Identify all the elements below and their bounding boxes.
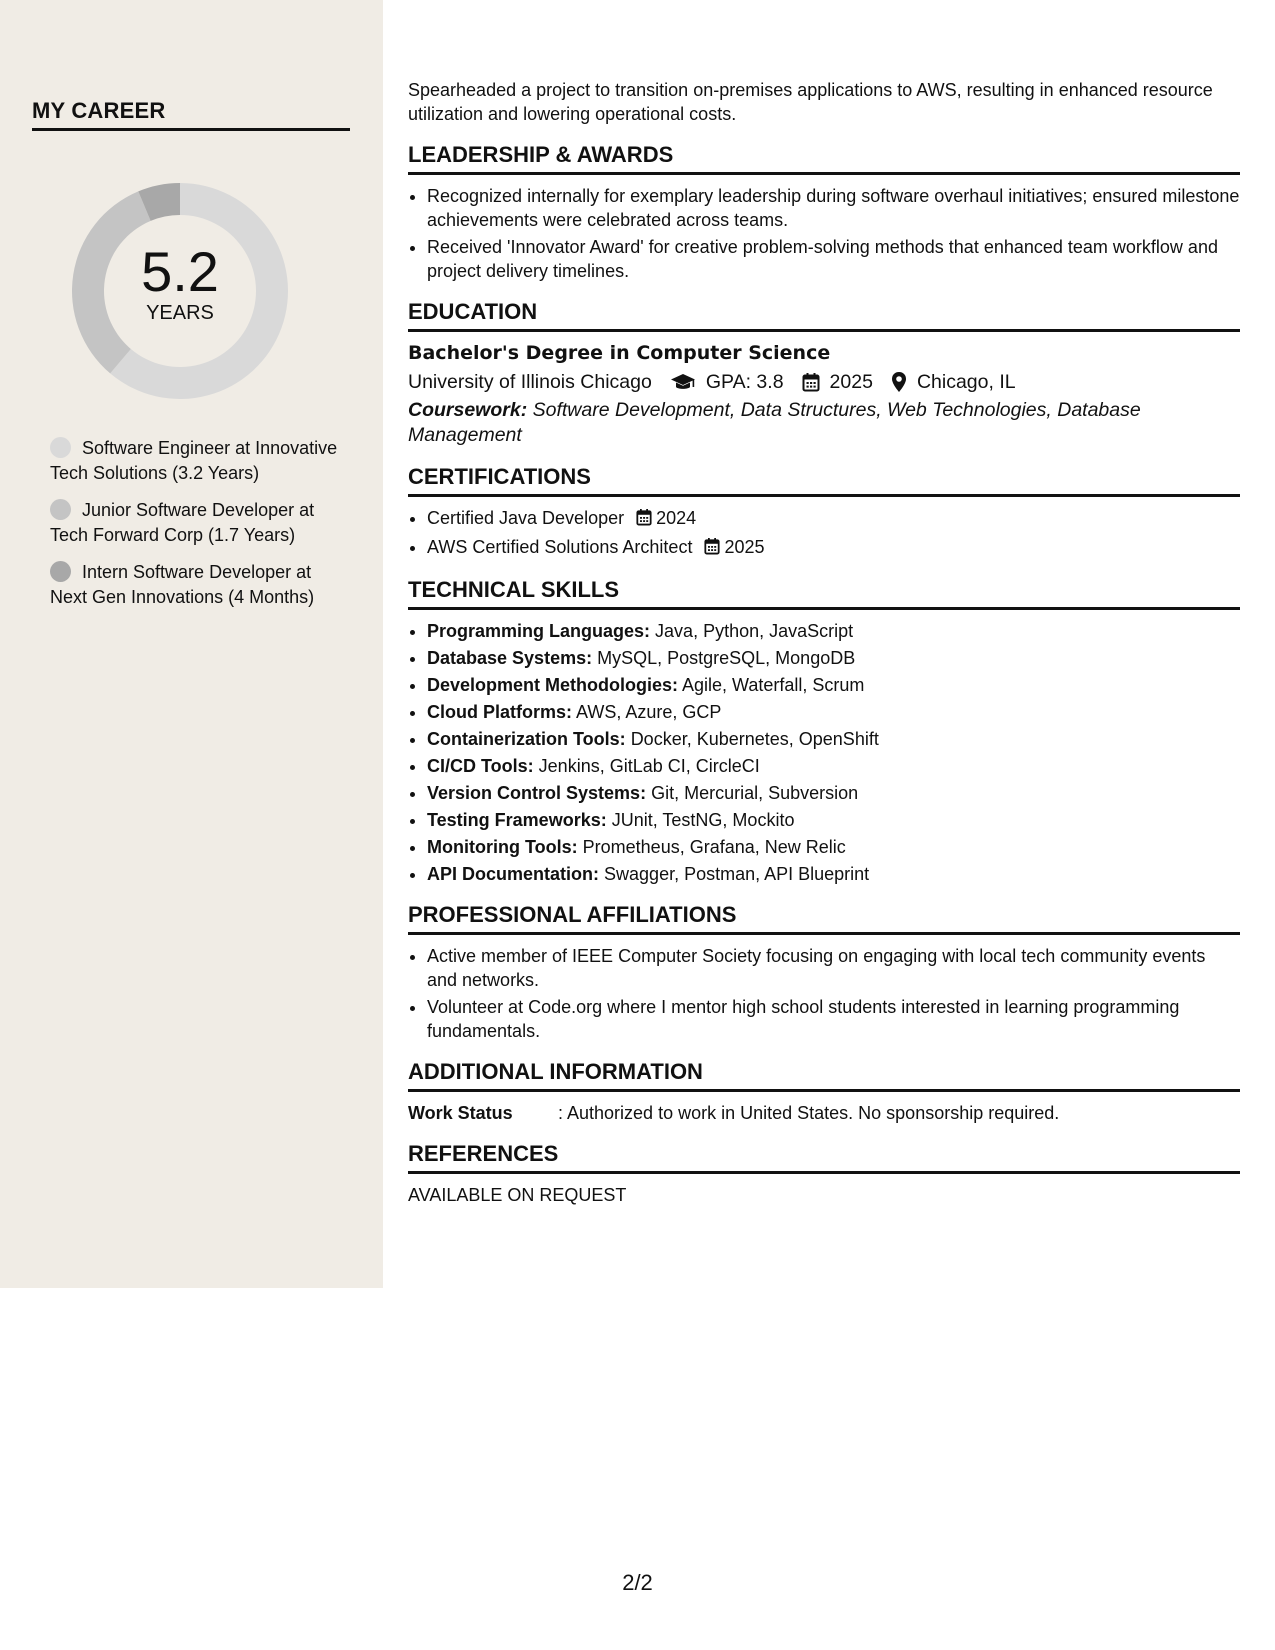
skill-item xyxy=(427,727,1240,751)
skill-item xyxy=(427,808,1240,832)
skills-list xyxy=(408,619,1240,886)
degree-title: Bachelor's Degree in Computer Science xyxy=(408,342,831,364)
skill-value: Git, Mercurial, Subversion xyxy=(651,783,859,803)
skill-label: Cloud Platforms: xyxy=(427,702,573,722)
skill-label: Programming Languages: xyxy=(427,621,651,641)
career-legend-item xyxy=(50,436,340,486)
gpa-text: GPA: 3.8 xyxy=(705,371,784,393)
skill-item xyxy=(427,862,1240,886)
experience-continuation-text: Spearheaded a project to transition on-premises applications to AWS, resulting in enhanced resource utilization and lowering operational costs. xyxy=(408,80,1213,124)
skill-value: Docker, Kubernetes, OpenShift xyxy=(630,729,879,749)
career-legend-item xyxy=(50,560,340,610)
certifications-list xyxy=(408,506,1240,561)
coursework-list: Software Development, Data Structures, Web Technologies, Database Management xyxy=(408,399,1141,446)
skill-value: Java, Python, JavaScript xyxy=(655,621,854,641)
work-status-label: Work Status xyxy=(408,1103,513,1123)
skill-item xyxy=(427,781,1240,805)
affiliation-item: • Active member of IEEE Computer Society focusing on engaging with local tech community events and networks. xyxy=(427,944,1240,992)
skill-item xyxy=(427,835,1240,859)
legend-dot-icon xyxy=(50,499,71,520)
skill-item xyxy=(427,619,1240,643)
certification-item xyxy=(427,535,1240,561)
calendar-icon xyxy=(704,537,720,561)
certification-name: Certified Java Developer xyxy=(427,508,625,528)
education-details xyxy=(408,366,1240,398)
graduation-year: 2025 xyxy=(829,371,873,393)
skill-value: Agile, Waterfall, Scrum xyxy=(682,675,865,695)
skill-item xyxy=(427,673,1240,697)
skill-item xyxy=(427,646,1240,670)
calendar-icon xyxy=(802,372,820,392)
resume-main-column xyxy=(408,78,1240,1207)
leadership-item: • Recognized internally for exemplary leadership during software overhaul initiatives; ensured milestone achievements were celebrated across teams. xyxy=(427,184,1240,232)
donut-total-unit: YEARS xyxy=(146,302,214,324)
affiliations-list xyxy=(408,944,1240,1043)
skill-value: MySQL, PostgreSQL, MongoDB xyxy=(597,648,856,668)
career-legend-text: Software Engineer at Innovative Tech Solutions (3.2 Years) xyxy=(50,438,338,483)
coursework xyxy=(408,398,1240,448)
references-heading: REFERENCES xyxy=(408,1140,1240,1174)
leadership-heading: LEADERSHIP & AWARDS xyxy=(408,141,1240,175)
skill-label: CI/CD Tools: xyxy=(427,756,534,776)
skill-item xyxy=(427,754,1240,778)
school-location: Chicago, IL xyxy=(916,371,1016,393)
education-heading: EDUCATION xyxy=(408,298,1240,332)
skill-label: Version Control Systems: xyxy=(427,783,647,803)
career-legend-text: Intern Software Developer at Next Gen Innovations (4 Months) xyxy=(50,562,315,607)
skill-label: Database Systems: xyxy=(427,648,593,668)
donut-total-value: 5.2 xyxy=(141,240,219,303)
skill-label: Monitoring Tools: xyxy=(427,837,578,857)
graduation-cap-icon xyxy=(670,372,696,392)
career-legend xyxy=(50,436,340,622)
skills-heading: TECHNICAL SKILLS xyxy=(408,576,1240,610)
school-name: University of Illinois Chicago xyxy=(408,371,652,393)
additional-info-heading: ADDITIONAL INFORMATION xyxy=(408,1058,1240,1092)
career-sidebar xyxy=(0,0,383,1288)
work-status-value: : Authorized to work in United States. No sponsorship required. xyxy=(558,1103,1060,1123)
legend-dot-icon xyxy=(50,561,71,582)
certification-name: AWS Certified Solutions Architect xyxy=(427,537,693,557)
skill-value: AWS, Azure, GCP xyxy=(576,702,722,722)
calendar-icon xyxy=(636,508,652,532)
page-number: 2/2 xyxy=(622,1570,653,1595)
skill-label: Containerization Tools: xyxy=(427,729,626,749)
skill-value: Prometheus, Grafana, New Relic xyxy=(582,837,846,857)
certifications-heading: CERTIFICATIONS xyxy=(408,463,1240,497)
references-text: AVAILABLE ON REQUEST xyxy=(408,1185,627,1205)
skill-label: Testing Frameworks: xyxy=(427,810,607,830)
career-heading: MY CAREER xyxy=(32,98,350,131)
affiliation-item: • Volunteer at Code.org where I mentor high school students interested in learning programming fundamentals. xyxy=(427,995,1240,1043)
skill-value: Swagger, Postman, API Blueprint xyxy=(604,864,870,884)
career-legend-text: Junior Software Developer at Tech Forward Corp (1.7 Years) xyxy=(50,500,315,545)
certification-year: 2024 xyxy=(656,508,697,528)
leadership-list xyxy=(408,184,1240,283)
legend-dot-icon xyxy=(50,437,71,458)
coursework-label: Coursework: xyxy=(408,399,528,421)
work-status-row xyxy=(408,1101,1240,1125)
skill-item xyxy=(427,700,1240,724)
certification-item xyxy=(427,506,1240,532)
certification-year: 2025 xyxy=(724,537,765,557)
skill-label: Development Methodologies: xyxy=(427,675,679,695)
skill-label: API Documentation: xyxy=(427,864,600,884)
career-donut-chart xyxy=(62,173,298,409)
skill-value: Jenkins, GitLab CI, CircleCI xyxy=(538,756,760,776)
affiliations-heading: PROFESSIONAL AFFILIATIONS xyxy=(408,901,1240,935)
career-legend-item xyxy=(50,498,340,548)
location-pin-icon xyxy=(891,371,907,393)
skill-value: JUnit, TestNG, Mockito xyxy=(611,810,795,830)
donut-segment xyxy=(72,191,151,373)
leadership-item: • Received 'Innovator Award' for creative problem-solving methods that enhanced team workflow and project delivery timelines. xyxy=(427,235,1240,283)
